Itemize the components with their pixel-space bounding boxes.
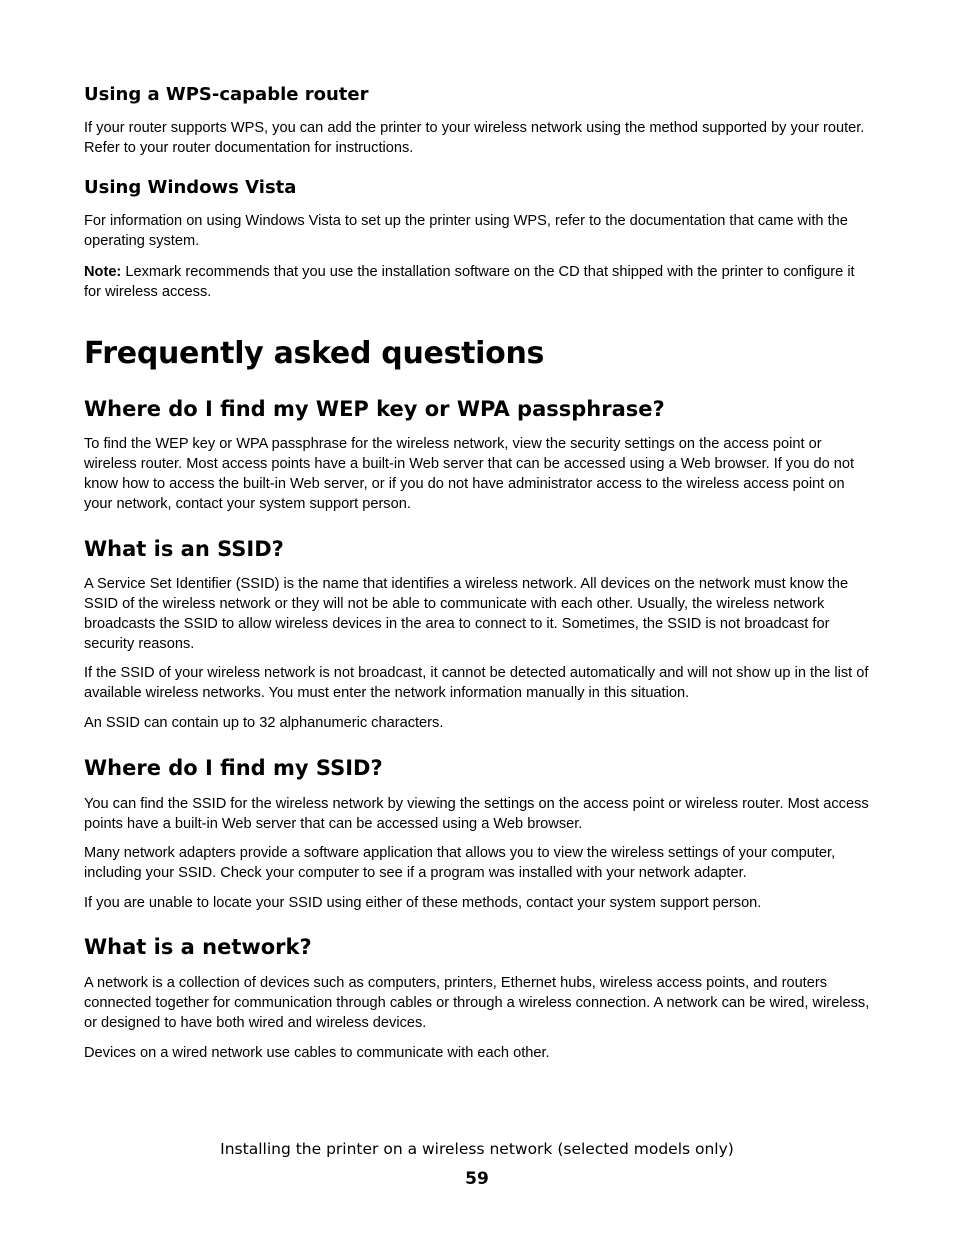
paragraph-what-ssid-2: If the SSID of your wireless network is not broadcast, it cannot be detected automatically and will not show up in the list of available wireless networks. You must enter the network information manually in this situation.	[84, 665, 869, 701]
paragraph-find-ssid-1: You can find the SSID for the wireless network by viewing the settings on the access point or wireless router. Most access points have a built-in Web server that can be accessed using a Web browser.	[84, 796, 869, 832]
faq-title: Frequently asked questions	[84, 336, 545, 371]
heading-windows-vista: Using Windows Vista	[84, 177, 297, 198]
note-paragraph	[84, 262, 874, 302]
paragraph-wps-router: If your router supports WPS, you can add the printer to your wireless network using the method supported by your router. Refer to your router documentation for instructions.	[84, 120, 865, 156]
paragraph-what-ssid-1: A Service Set Identifier (SSID) is the name that identifies a wireless network. All devices on the network must know the SSID of the wireless network or they will not be able to communicate with each other. Usually, the wireless network broadcasts the SSID to allow wireless devices in the area to connect to it. Sometimes, the SSID is not broadcast for security reasons.	[84, 576, 849, 652]
paragraph-what-network-2: Devices on a wired network use cables to communicate with each other.	[84, 1045, 550, 1061]
heading-what-network: What is a network?	[84, 935, 312, 959]
paragraph-what-ssid-3: An SSID can contain up to 32 alphanumeric characters.	[84, 715, 444, 731]
paragraph-find-ssid-3: If you are unable to locate your SSID using either of these methods, contact your system support person.	[84, 895, 762, 911]
paragraph-wep-key: To find the WEP key or WPA passphrase for the wireless network, view the security settings on the access point or wireless router. Most access points have a built-in Web server that can be accessed using a Web browser. If you do not know how to access the built-in Web server, or if you do not have administrator access to the wireless access point on your network, contact your system support person.	[84, 436, 855, 512]
note-label: Note:	[84, 264, 122, 280]
footer-chapter-title: Installing the printer on a wireless network (selected models only)	[220, 1140, 734, 1158]
page-number: 59	[465, 1169, 489, 1189]
paragraph-find-ssid-2: Many network adapters provide a software application that allows you to view the wireless settings of your computer, including your SSID. Check your computer to see if a program was installed with your network adapter.	[84, 845, 836, 881]
paragraph-what-network-1: A network is a collection of devices such as computers, printers, Ethernet hubs, wireless access points, and routers connected together for communication through cables or through a wireless connection. A network can be wired, wireless, or designed to have both wired and wireless devices.	[84, 975, 870, 1031]
heading-wps-router: Using a WPS-capable router	[84, 84, 369, 105]
heading-wep-key: Where do I find my WEP key or WPA passphrase?	[84, 397, 665, 421]
heading-find-ssid: Where do I find my SSID?	[84, 756, 383, 780]
note-text: Lexmark recommends that you use the installation software on the CD that shipped with the printer to configure it for wireless access.	[84, 264, 855, 300]
heading-what-ssid: What is an SSID?	[84, 537, 284, 561]
paragraph-windows-vista: For information on using Windows Vista to set up the printer using WPS, refer to the documentation that came with the operating system.	[84, 213, 848, 249]
